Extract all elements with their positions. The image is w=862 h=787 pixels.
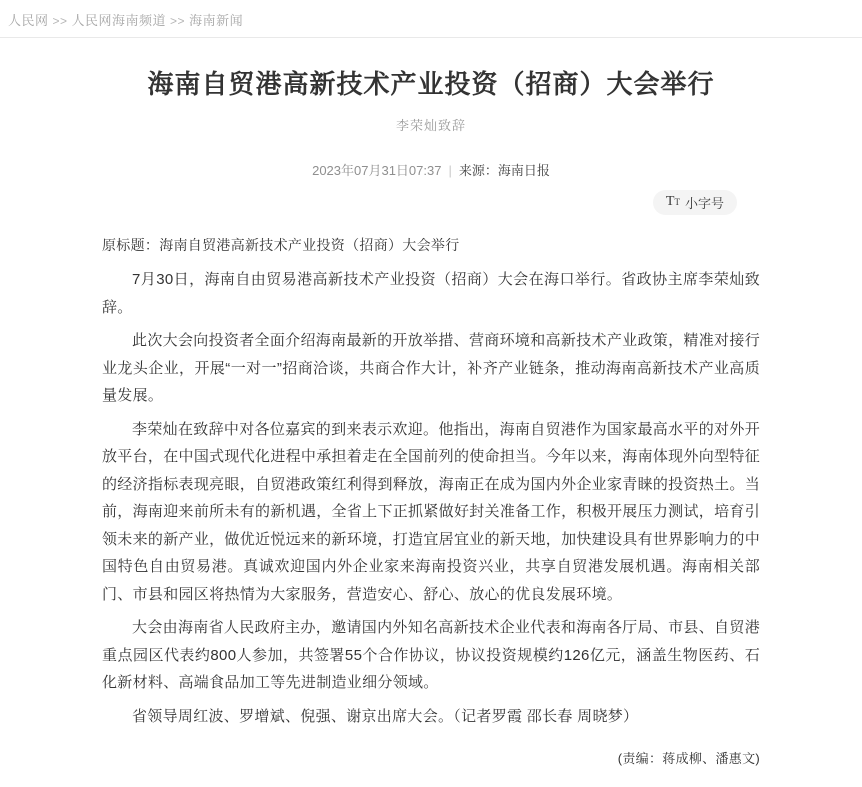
article-dateline bbox=[102, 160, 760, 179]
article-paragraph: 大会由海南省人民政府主办，邀请国内外知名高新技术企业代表和海南各厅局、市县、自贸港重点园区代表约800人参加，共签署55个合作协议，协议投资规模约126亿元，涵盖生物医药、石化新材料、高端食品加工等先进制造业细分领域。 bbox=[102, 619, 760, 692]
article-paragraph: 此次大会向投资者全面介绍海南最新的开放举措、营商环境和高新技术产业政策，精准对接行业龙头企业，开展“一对一”招商洽谈，共商合作大计，补齐产业链条，推动海南高新技术产业高质量发展。 bbox=[102, 332, 760, 405]
article-paragraph: 省领导周红波、罗增斌、倪强、谢京出席大会。（记者罗霞 邵长春 周晓梦） bbox=[132, 707, 639, 725]
article-container bbox=[102, 68, 760, 787]
breadcrumb-link-hainan-news[interactable]: 海南新闻 bbox=[189, 13, 244, 28]
article-paragraph: 李荣灿在致辞中对各位嘉宾的到来表示欢迎。他指出，海南自贸港作为国家最高水平的对外开放平台，在中国式现代化进程中承担着走在全国前列的使命担当。今年以来，海南体现外向型特征的经济指标表现亮眼，自贸港政策红利得到释放，海南正在成为国内外企业家青睐的投资热土。当前，海南迎来前所未有的新机遇，全省上下正抓紧做好封关准备工作，积极开展压力测试，培育引领未来的新产业，做优近悦远来的新环境，打造宜居宜业的新天地，加快建设具有世界影响力的中国特色自由贸易港。真诚欢迎国内外企业家来海南投资兴业，共享自贸港发展机遇。海南相关部门、市县和园区将热情为大家服务，营造安心、舒心、放心的优良发展环境。 bbox=[102, 420, 760, 603]
publish-date: 2023年07月31日07:37 bbox=[312, 162, 442, 178]
font-size-button[interactable] bbox=[653, 190, 737, 215]
original-title: 原标题：海南自贸港高新技术产业投资（招商）大会举行 bbox=[102, 236, 460, 253]
font-size-button-label: 小字号 bbox=[684, 195, 724, 211]
article-paragraph: 7月30日，海南自由贸易港高新技术产业投资（招商）大会在海口举行。省政协主席李荣灿致辞。 bbox=[102, 271, 760, 316]
article-body bbox=[102, 232, 760, 787]
page-title: 海南自贸港高新技术产业投资（招商）大会举行 bbox=[147, 69, 715, 99]
source-label: 来源： bbox=[458, 162, 498, 178]
breadcrumb-link-hainan-channel[interactable]: 人民网海南频道 bbox=[71, 13, 167, 28]
breadcrumb bbox=[0, 0, 862, 38]
dateline-separator: | bbox=[448, 162, 452, 178]
article-toolbar bbox=[102, 190, 760, 215]
breadcrumb-separator: >> bbox=[170, 14, 186, 28]
editor-credit: (责编：蒋成柳、潘惠文) bbox=[617, 751, 760, 767]
breadcrumb-separator: >> bbox=[52, 14, 68, 28]
breadcrumb-link-peoples-daily[interactable]: 人民网 bbox=[8, 13, 49, 28]
text-size-icon: T T bbox=[665, 194, 680, 210]
source-link[interactable]: 海南日报 bbox=[497, 162, 550, 178]
article-subtitle: 李荣灿致辞 bbox=[395, 117, 466, 133]
